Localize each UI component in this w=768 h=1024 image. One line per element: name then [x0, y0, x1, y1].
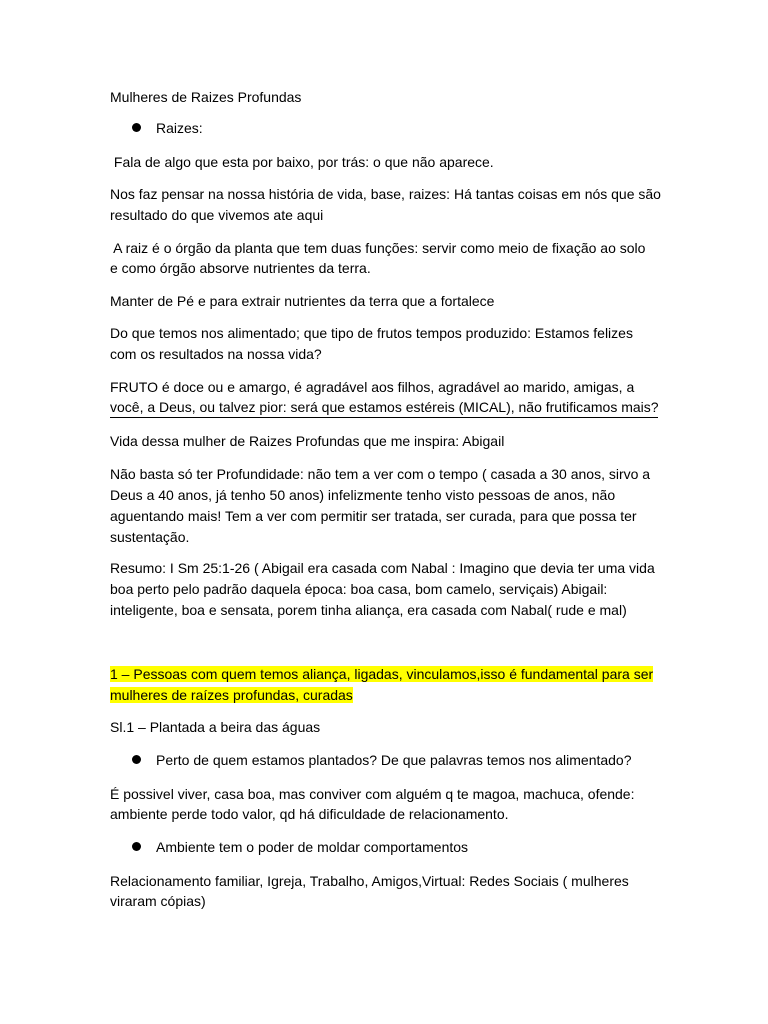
sl1-heading: Sl.1 – Plantada a beira das águas [110, 719, 321, 735]
paragraph-11-line-2: viraram cópias) [110, 893, 206, 909]
paragraph-8-line-4: sustentação. [110, 529, 190, 545]
paragraph-3-line-2: e como órgão absorve nutrientes da terra. [110, 260, 371, 276]
paragraph-2-line-2: resultado do que vivemos ate aqui [110, 207, 324, 223]
paragraph-7: Vida dessa mulher de Raizes Profundas que me inspira: Abigail [110, 433, 505, 449]
paragraph-10-line-2: ambiente perde todo valor, qd há dificuldade de relacionamento. [110, 806, 509, 822]
paragraph-8-line-2: Deus a 40 anos, já tenho 50 anos) infelizmente tenho visto pessoas de anos, não [110, 487, 616, 503]
paragraph-4: Manter de Pé e para extrair nutrientes da terra que a fortalece [110, 293, 495, 309]
document-title: Mulheres de Raizes Profundas [110, 89, 302, 105]
heading-1-line-1: 1 – Pessoas com quem temos aliança, ligadas, vinculamos,isso é fundamental para ser [110, 666, 654, 682]
bullet-raizes: Raizes: [156, 120, 203, 136]
paragraph-9-line-2: boa perto pelo padrão daquela época: boa casa, bom camelo, serviçais) Abigail: [110, 581, 608, 597]
paragraph-9-line-3: inteligente, boa e sensata, porem tinha aliança, era casada com Nabal( rude e mal) [110, 602, 627, 618]
paragraph-5-line-1: Do que temos nos alimentado; que tipo de frutos tempos produzido: Estamos felizes [110, 325, 633, 341]
paragraph-11-line-1: Relacionamento familiar, Igreja, Trabalho, Amigos,Virtual: Redes Sociais ( mulheres [110, 873, 629, 889]
bullet-perto: Perto de quem estamos plantados? De que palavras temos nos alimentado? [156, 752, 632, 768]
bullet-icon [132, 755, 141, 764]
paragraph-6-line-1: FRUTO é doce ou e amargo, é agradável aos filhos, agradável ao marido, amigas, a [110, 379, 635, 395]
paragraph-9-line-1: Resumo: I Sm 25:1-26 ( Abigail era casada com Nabal : Imagino que devia ter uma vida [110, 560, 655, 576]
paragraph-10-line-1: É possivel viver, casa boa, mas conviver com alguém q te magoa, machuca, ofende: [110, 786, 635, 802]
bullet-icon [132, 842, 141, 851]
paragraph-6-line-2: você, a Deus, ou talvez pior: será que estamos estéreis (MICAL), não frutificamos mais? [110, 399, 659, 415]
bullet-icon [132, 123, 141, 132]
paragraph-5-line-2: com os resultados na nossa vida? [110, 346, 322, 362]
paragraph-1: Fala de algo que esta por baixo, por trás: o que não aparece. [110, 154, 494, 170]
paragraph-3-line-1: A raiz é o órgão da planta que tem duas funções: servir como meio de fixação ao solo [110, 240, 646, 256]
heading-1-line-1-wrap [110, 664, 653, 684]
paragraph-8-line-3: aguentando mais! Tem a ver com permitir ser tratada, ser curada, para que possa ter [110, 508, 637, 524]
heading-1-line-2-wrap [110, 685, 353, 705]
bullet-ambiente: Ambiente tem o poder de moldar comportamentos [156, 839, 469, 855]
paragraph-6-underline [110, 417, 658, 418]
paragraph-2-line-1: Nos faz pensar na nossa história de vida, base, raizes: Há tantas coisas em nós que são [110, 186, 661, 202]
heading-1-line-2: mulheres de raízes profundas, curadas [110, 687, 353, 703]
paragraph-8-line-1: Não basta só ter Profundidade: não tem a ver com o tempo ( casada a 30 anos, sirvo a [110, 466, 651, 482]
